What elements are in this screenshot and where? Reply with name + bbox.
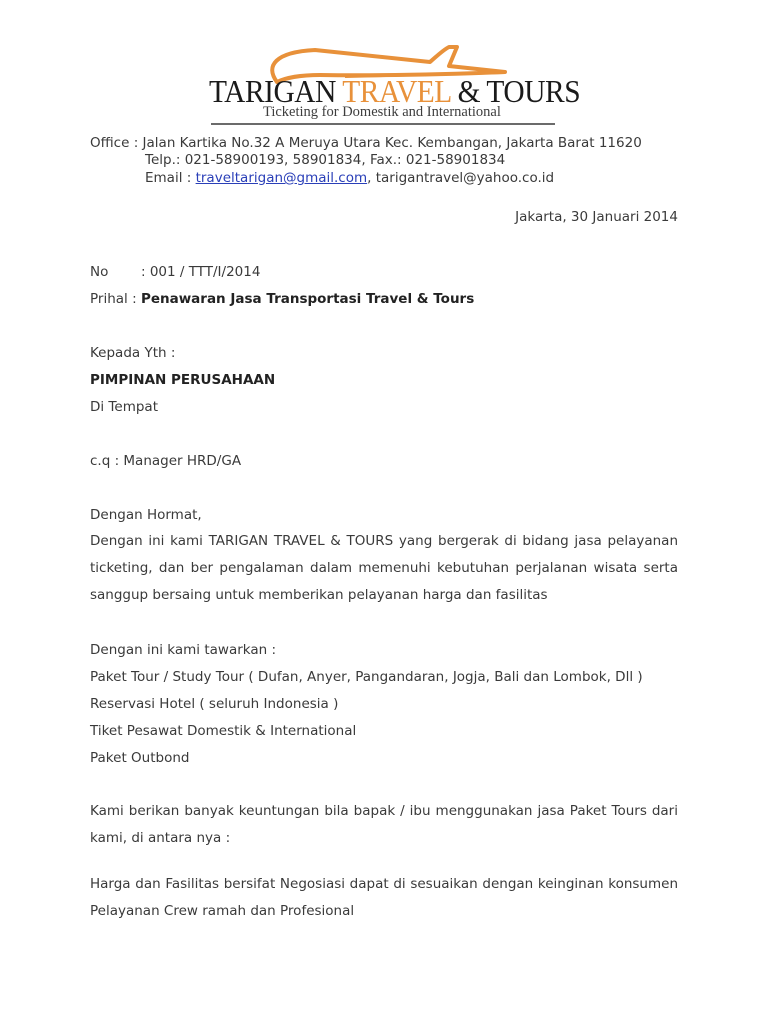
offer-item: Paket Tour / Study Tour ( Dufan, Anyer, Pangandaran, Jogja, Bali dan Lombok, Dll ) [90,669,643,685]
subject-value: Penawaran Jasa Transportasi Travel & Tours [140,291,475,307]
phone-line: Telp.: 021-58900193, 58901834, Fax.: 021-58901834 [145,152,506,168]
email-yahoo: tarigantravel@yahoo.co.id [375,170,555,186]
company-logo [205,44,581,124]
intro-paragraph-line-2: ticketing, dan ber pengalaman dalam memenuhi kebutuhan perjalanan wisata serta [90,560,678,576]
benefit-item: Harga dan Fasilitas bersifat Negosiasi dapat di sesuaikan dengan keinginan konsumen [90,876,678,892]
place-date: Jakarta, 30 Januari 2014 [515,209,678,225]
email-label: Email : [145,170,196,186]
offer-item: Paket Outbond [90,750,190,766]
logo-title-travel: TRAVEL [342,73,451,109]
office-label: Office : [90,135,143,151]
letter-number-label: No [90,264,109,280]
subject-line [90,290,474,308]
logo-title-tours: & TOURS [450,73,581,109]
subject-separator: : [127,291,141,307]
subject-label: Prihal [90,291,128,307]
office-address-line [90,134,642,152]
letter-number-value: : 001 / TTT/I/2014 [141,264,261,280]
intro-paragraph-line-1: Dengan ini kami TARIGAN TRAVEL & TOURS yang bergerak di bidang jasa pelayanan [90,533,678,549]
email-separator: , [367,170,376,186]
benefit-paragraph-line-2: kami, di antara nya : [90,830,231,846]
attention-line: c.q : Manager HRD/GA [90,453,242,469]
benefit-item: Pelayanan Crew ramah dan Profesional [90,903,355,919]
intro-paragraph-line-3: sanggup bersaing untuk memberikan pelayanan harga dan fasilitas [90,587,548,603]
email-link-gmail[interactable]: traveltarigan@gmail.com [195,170,368,186]
recipient-name: PIMPINAN PERUSAHAAN [90,372,276,388]
logo-title-tarigan: TARIGAN [209,73,343,109]
recipient-intro: Kepada Yth : [90,345,176,361]
benefit-paragraph-line-1: Kami berikan banyak keuntungan bila bapak / ibu menggunakan jasa Paket Tours dari [90,803,678,819]
email-line [145,169,554,187]
logo-divider [211,123,555,125]
recipient-location: Di Tempat [90,399,158,415]
salutation: Dengan Hormat, [90,507,202,523]
offer-intro: Dengan ini kami tawarkan : [90,642,277,658]
logo-subtitle: Ticketing for Domestik and International [263,104,501,120]
offer-item: Reservasi Hotel ( seluruh Indonesia ) [90,696,339,712]
offer-item: Tiket Pesawat Domestik & International [90,723,357,739]
office-address: Jalan Kartika No.32 A Meruya Utara Kec. Kembangan, Jakarta Barat 11620 [142,135,642,151]
